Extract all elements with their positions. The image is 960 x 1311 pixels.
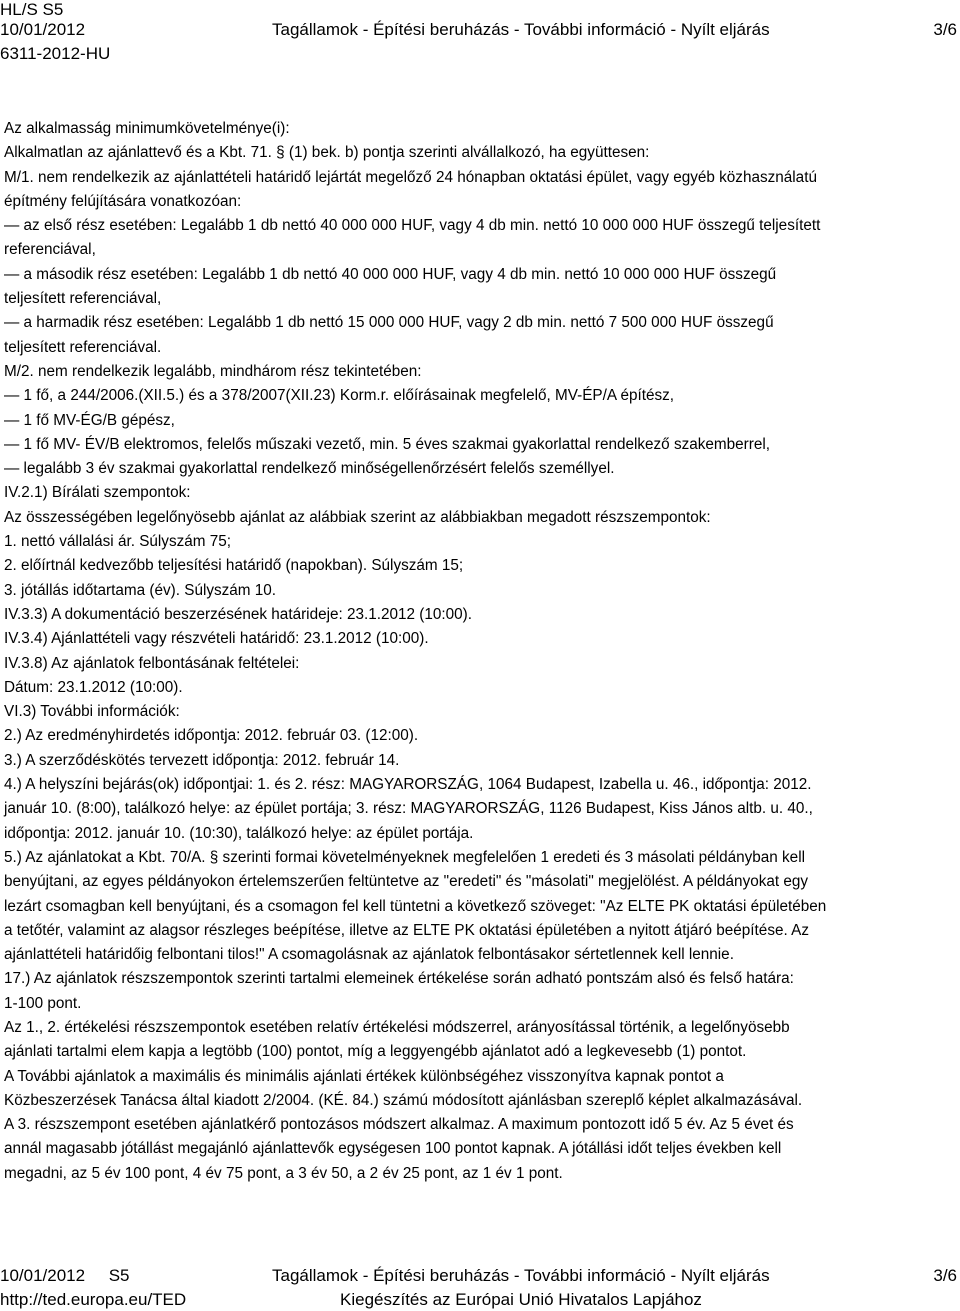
body-line: IV.3.4) Ajánlattételi vagy részvételi határidő: 23.1.2012 (10:00). [4, 630, 429, 648]
body-line: benyújtani, az egyes példányokon értelemszerűen feltüntetve az "eredeti" és "másolati" megjelölést. A példányokat egy [4, 873, 809, 891]
header-reference: 6311-2012-HU [0, 44, 111, 63]
body-line: M/2. nem rendelkezik legalább, mindhárom rész tekintetében: [4, 362, 422, 380]
header-page-number: 3/6 [933, 20, 957, 39]
body-line: Az 1., 2. értékelési részszempontok esetében relatív értékelési módszerrel, arányosítással történik, a legelőnyösebb [4, 1018, 790, 1036]
body-line: Az összességében legelőnyösebb ajánlat az alábbiak szerint az alábbiakban megadott részszempontok: [4, 508, 711, 526]
body-line: IV.3.8) Az ajánlatok felbontásának feltételei: [4, 654, 300, 672]
footer-page-number: 3/6 [933, 1266, 957, 1285]
body-line: megadni, az 5 év 100 pont, 4 év 75 pont, a 3 év 50, a 2 év 25 pont, az 1 év 1 pont. [4, 1164, 563, 1182]
body-line: teljesített referenciával. [4, 338, 162, 356]
body-line: 2.) Az eredményhirdetés időpontja: 2012. február 03. (12:00). [4, 727, 419, 745]
body-line: 17.) Az ajánlatok részszempontok szerinti tartalmi elemeinek értékelése során adható pontszám alsó és felső határa: [4, 970, 794, 988]
header-title: Tagállamok - Építési beruházás - További információ - Nyílt eljárás [272, 20, 770, 39]
body-line: ajánlati tartalmi elem kapja a legtöbb (100) pontot, míg a leggyengébb ajánlatot adó a legkevesebb (1) pontot. [4, 1043, 747, 1061]
body-line: — az első rész esetében: Legalább 1 db nettó 40 000 000 HUF, vagy 4 db min. nettó 10 000 000 HUF összegű teljesített [4, 217, 821, 235]
body-line: M/1. nem rendelkezik az ajánlattételi határidő lejártát megelőző 24 hónapban oktatási épület, vagy egyéb közhasználatú [4, 168, 817, 186]
header-doc-code: HL/S S5 [0, 0, 64, 19]
body-line: IV.2.1) Bírálati szempontok: [4, 484, 191, 502]
footer-url: http://ted.europa.eu/TED [0, 1290, 187, 1309]
header-date: 10/01/2012 [0, 20, 86, 39]
body-line: — 1 fő, a 244/2006.(XII.5.) és a 378/2007(XII.23) Korm.r. előírásainak megfelelő, MV-ÉP/A építész, [4, 387, 675, 405]
body-line: — a második rész esetében: Legalább 1 db nettó 40 000 000 HUF, vagy 4 db min. nettó 10 000 000 HUF összegű [4, 265, 777, 283]
body-line: ajánlattételi határidőig felbontani tilos!" A csomagolásnak az ajánlatok felbontásakor sértetlennek kell lennie. [4, 946, 734, 964]
body-line: teljesített referenciával, [4, 290, 162, 308]
body-line: január 10. (8:00), találkozó helye: az épület portája; 3. rész: MAGYARORSZÁG, 1126 Budapest, Kiss János altb. u. 40., [4, 800, 813, 818]
body-line: 2. előírtnál kedvezőbb teljesítési határidő (napokban). Súlyszám 15; [4, 557, 464, 575]
footer-title: Tagállamok - Építési beruházás - További információ - Nyílt eljárás [272, 1266, 770, 1285]
body-line: — legalább 3 év szakmai gyakorlattal rendelkező minőségellenőrzésért felelős személlyel. [4, 460, 615, 478]
body-line: VI.3) További információk: [4, 703, 180, 721]
body-line: referenciával, [4, 241, 96, 259]
body-line: — a harmadik rész esetében: Legalább 1 db nettó 15 000 000 HUF, vagy 2 db min. nettó 7 500 000 HUF összegű [4, 314, 774, 332]
body-line: 5.) Az ajánlatokat a Kbt. 70/A. § szerinti formai követelményeknek megfelelően 1 eredeti és 3 másolati példányban kell [4, 848, 805, 866]
body-line: 4.) A helyszíni bejárás(ok) időpontjai: 1. és 2. rész: MAGYARORSZÁG, 1064 Budapest, Izabella u. 46., időpontja: 2012. [4, 776, 812, 794]
body-line: 3. jótállás időtartama (év). Súlyszám 10. [4, 581, 277, 599]
body-line: annál magasabb jótállást megajánló ajánlattevők egységesen 100 pontot kapnak. A jótállási időt teljes években kell [4, 1140, 782, 1158]
page-footer [0, 1263, 960, 1311]
body-line: időpontja: 2012. január 10. (10:30), találkozó helye: az épület portája. [4, 824, 474, 842]
document-body [4, 117, 957, 1186]
body-line: Közbeszerzések Tanácsa által kiadott 2/2004. (KÉ. 84.) számú módosított ajánlásban szereplő képlet alkalmazásával. [4, 1091, 803, 1109]
body-line: 1. nettó vállalási ár. Súlyszám 75; [4, 533, 232, 551]
body-line: — 1 fő MV- ÉV/B elektromos, felelős műszaki vezető, min. 5 éves szakmai gyakorlattal rendelkező szakemberrel, [4, 435, 771, 453]
footer-date-code: 10/01/2012 S5 [0, 1266, 130, 1285]
body-line: 3.) A szerződéskötés tervezett időpontja: 2012. február 14. [4, 751, 400, 769]
body-line: építmény felújítására vonatkozóan: [4, 192, 242, 210]
body-line: Az alkalmasság minimumkövetelménye(i): [4, 120, 290, 137]
body-line: 1-100 pont. [4, 994, 82, 1012]
body-line: A További ajánlatok a maximális és minimális ajánlati értékek különbségéhez visszonyítva kapnak pontot a [4, 1067, 724, 1085]
footer-publisher: Kiegészítés az Európai Unió Hivatalos Lapjához [340, 1290, 702, 1309]
body-line: a tetőtér, valamint az alagsor részleges beépítése, illetve az ELTE PK oktatási épületében a nyitott átjáró beépítése. Az [4, 921, 809, 939]
body-line: Dátum: 23.1.2012 (10:00). [4, 678, 183, 696]
page-header [0, 0, 960, 70]
body-line: IV.3.3) A dokumentáció beszerzésének határideje: 23.1.2012 (10:00). [4, 605, 473, 623]
body-line: lezárt csomagban kell benyújtani, és a csomagon fel kell tüntetni a következő szöveget: "Az ELTE PK oktatási épületében [4, 897, 827, 915]
body-line: Alkalmatlan az ajánlattevő és a Kbt. 71. § (1) bek. b) pontja szerinti alvállalkozó, ha együttesen: [4, 144, 650, 162]
body-line: A 3. részszempont esetében ajánlatkérő pontozásos módszert alkalmaz. A maximum pontozott idő 5 év. Az 5 évet és [4, 1116, 794, 1134]
body-line: — 1 fő MV-ÉG/B gépész, [4, 411, 175, 429]
